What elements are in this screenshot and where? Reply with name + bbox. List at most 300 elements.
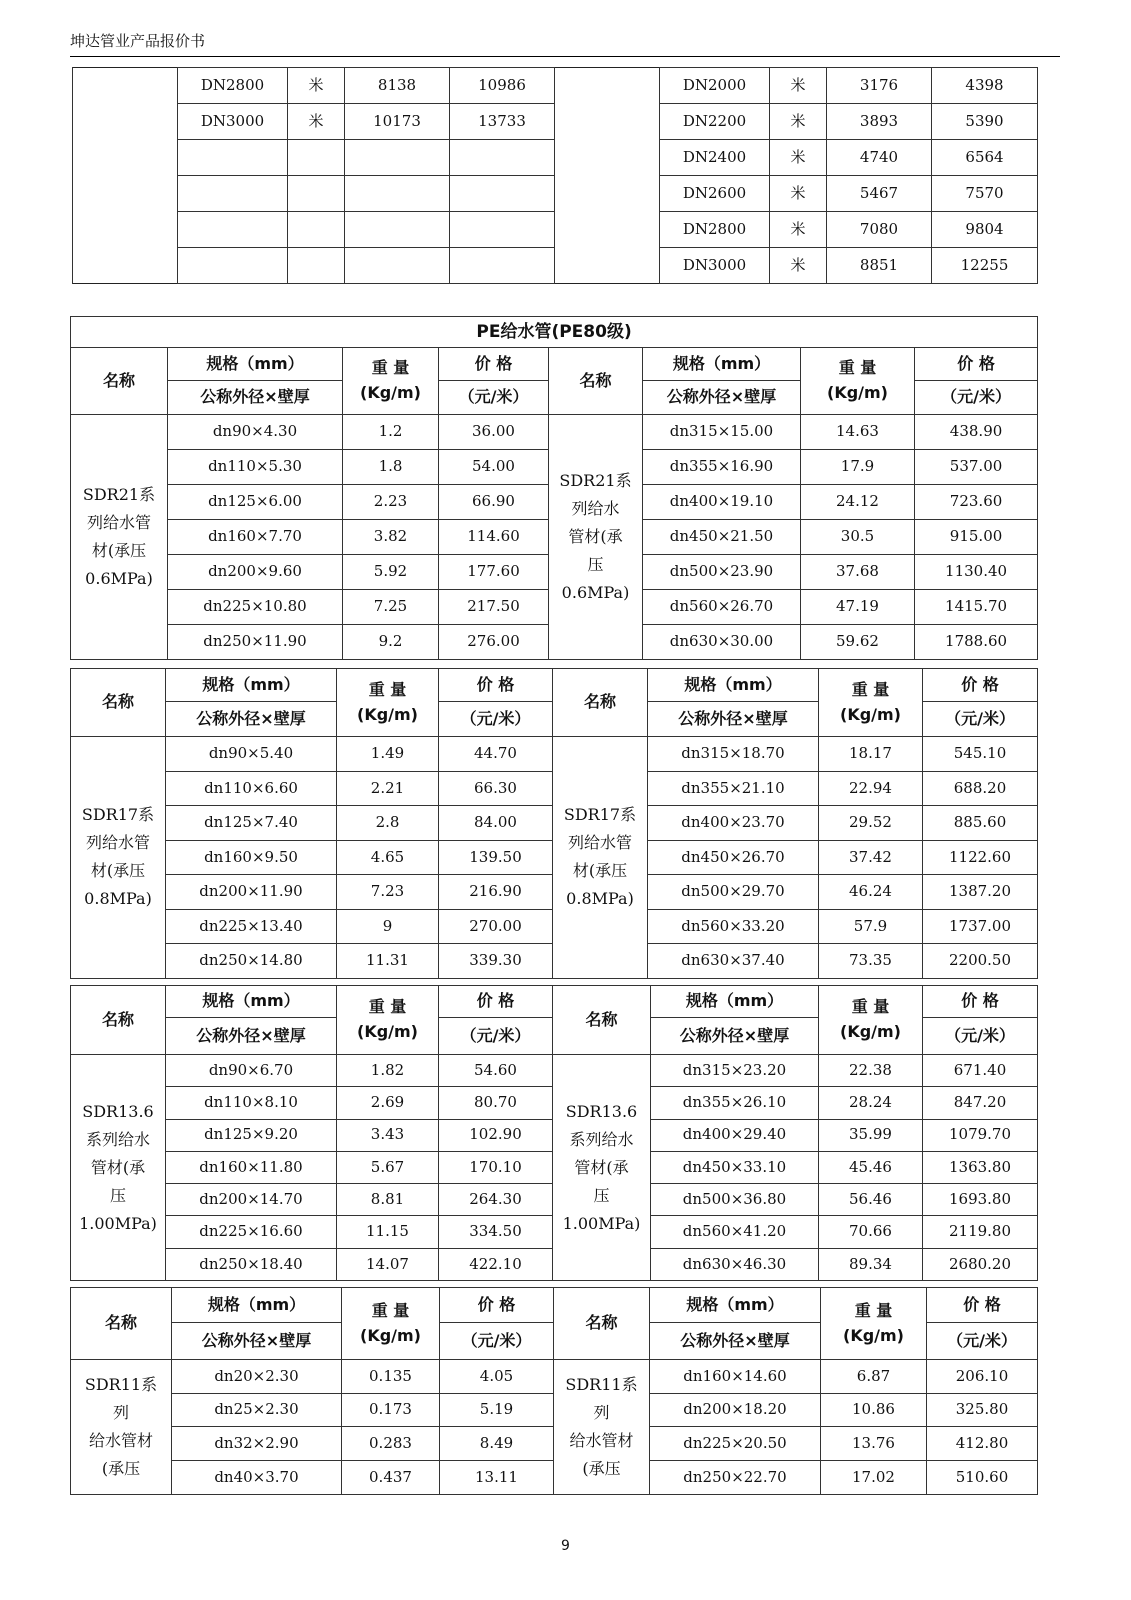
- weight-cell: 7.23: [337, 875, 439, 910]
- table-cell: [450, 140, 555, 176]
- price-cell: 537.00: [915, 450, 1038, 485]
- weight-cell: 56.46: [819, 1184, 923, 1216]
- table-cell: 10986: [450, 68, 555, 104]
- price-cell: 44.70: [439, 737, 553, 772]
- table-cell: 13733: [450, 104, 555, 140]
- weight-cell: 4.65: [337, 840, 439, 875]
- weight-cell: 1.2: [343, 415, 439, 450]
- blank-cell: [555, 212, 660, 248]
- header-price: 价 格: [439, 986, 553, 1018]
- header-spec-sub: 公称外径×壁厚: [166, 1018, 337, 1055]
- price-cell: 13.11: [440, 1461, 554, 1495]
- header-weight: [819, 986, 923, 1055]
- weight-cell: 9.2: [343, 625, 439, 660]
- header-spec: 规格（mm）: [168, 348, 343, 381]
- weight-cell: 2.8: [337, 806, 439, 841]
- category-label: SDR17系 列给水管 材(承压 0.8MPa): [553, 737, 648, 979]
- spec-cell: dn250×18.40: [166, 1248, 337, 1280]
- price-cell: 325.80: [927, 1393, 1038, 1427]
- table-row: [71, 1360, 1038, 1394]
- spec-cell: dn225×10.80: [168, 590, 343, 625]
- spec-cell: dn560×26.70: [643, 590, 801, 625]
- weight-cell: 46.24: [819, 875, 923, 910]
- price-cell: 114.60: [439, 520, 549, 555]
- header-name: 名称: [71, 669, 166, 737]
- table-cell: DN2400: [660, 140, 770, 176]
- spec-cell: dn125×9.20: [166, 1119, 337, 1151]
- price-cell: 1079.70: [923, 1119, 1038, 1151]
- header-price: 价 格: [439, 348, 549, 381]
- header-weight-label: 重 量: [368, 997, 407, 1017]
- column-header-row: [71, 669, 1038, 702]
- pe-sdr21-table: [70, 316, 1038, 660]
- page-number: 9: [561, 1538, 570, 1554]
- price-cell: 54.60: [439, 1055, 553, 1087]
- table-cell: 3893: [827, 104, 932, 140]
- blank-cell: [555, 176, 660, 212]
- price-cell: 885.60: [923, 806, 1038, 841]
- weight-cell: 17.9: [801, 450, 915, 485]
- header-spec-sub: 公称外径×壁厚: [166, 702, 337, 737]
- table-cell: 米: [770, 248, 827, 284]
- weight-cell: 3.82: [343, 520, 439, 555]
- table-cell: 米: [770, 104, 827, 140]
- weight-cell: 14.63: [801, 415, 915, 450]
- spec-cell: dn90×4.30: [168, 415, 343, 450]
- spec-cell: dn125×7.40: [166, 806, 337, 841]
- table-cell: 3176: [827, 68, 932, 104]
- header-price-unit: （元/米）: [439, 702, 553, 737]
- pe-sdr17-table: [70, 668, 1038, 979]
- spec-cell: dn160×9.50: [166, 840, 337, 875]
- header-weight-label: 重 量: [368, 679, 407, 699]
- price-cell: 84.00: [439, 806, 553, 841]
- spec-cell: dn355×21.10: [648, 771, 819, 806]
- blank-cell: [73, 248, 178, 284]
- header-price: 价 格: [440, 1288, 554, 1323]
- price-cell: 216.90: [439, 875, 553, 910]
- price-cell: 2680.20: [923, 1248, 1038, 1280]
- spec-cell: dn32×2.90: [172, 1427, 342, 1461]
- table-cell: DN2800: [178, 68, 288, 104]
- blank-cell: [73, 140, 178, 176]
- price-cell: 54.00: [439, 450, 549, 485]
- table-row: [73, 104, 1038, 140]
- header-spec: 规格（mm）: [166, 986, 337, 1018]
- header-weight: [821, 1288, 927, 1360]
- header-name: 名称: [553, 986, 651, 1055]
- category-label: SDR13.6 系列给水 管材(承 压 1.00MPa): [553, 1055, 651, 1281]
- table-cell: DN3000: [660, 248, 770, 284]
- price-cell: 847.20: [923, 1087, 1038, 1119]
- header-name: 名称: [554, 1288, 650, 1360]
- header-price: 价 格: [915, 348, 1038, 381]
- header-weight-label: 重 量: [854, 1300, 893, 1320]
- spec-cell: dn250×14.80: [166, 944, 337, 979]
- header-spec-sub: 公称外径×壁厚: [172, 1323, 342, 1360]
- blank-cell: [555, 248, 660, 284]
- weight-cell: 45.46: [819, 1151, 923, 1183]
- header-weight: [342, 1288, 440, 1360]
- weight-cell: 1.82: [337, 1055, 439, 1087]
- weight-cell: 9: [337, 909, 439, 944]
- header-spec-sub: 公称外径×壁厚: [648, 702, 819, 737]
- spec-cell: dn40×3.70: [172, 1461, 342, 1495]
- weight-cell: 37.42: [819, 840, 923, 875]
- blank-cell: [555, 104, 660, 140]
- spec-cell: dn630×46.30: [651, 1248, 819, 1280]
- weight-cell: 17.02: [821, 1461, 927, 1495]
- header-spec: 规格（mm）: [643, 348, 801, 381]
- spec-cell: dn500×36.80: [651, 1184, 819, 1216]
- table-cell: [178, 176, 288, 212]
- header-weight-unit: (Kg/m): [357, 1022, 418, 1041]
- table-cell: [288, 248, 345, 284]
- spec-cell: dn315×18.70: [648, 737, 819, 772]
- table-cell: 8138: [345, 68, 450, 104]
- weight-cell: 70.66: [819, 1216, 923, 1248]
- spec-cell: dn225×13.40: [166, 909, 337, 944]
- header-name: 名称: [549, 348, 643, 415]
- header-spec-sub: 公称外径×壁厚: [168, 381, 343, 415]
- price-cell: 1693.80: [923, 1184, 1038, 1216]
- price-cell: 723.60: [915, 485, 1038, 520]
- price-cell: 36.00: [439, 415, 549, 450]
- weight-cell: 13.76: [821, 1427, 927, 1461]
- weight-cell: 10.86: [821, 1393, 927, 1427]
- weight-cell: 8.81: [337, 1184, 439, 1216]
- spec-cell: dn250×22.70: [650, 1461, 821, 1495]
- blank-cell: [73, 68, 178, 104]
- header-weight-label: 重 量: [371, 1300, 410, 1320]
- header-weight: [819, 669, 923, 737]
- price-cell: 139.50: [439, 840, 553, 875]
- spec-cell: dn110×8.10: [166, 1087, 337, 1119]
- spec-cell: dn355×16.90: [643, 450, 801, 485]
- spec-cell: dn110×5.30: [168, 450, 343, 485]
- table-cell: 米: [770, 140, 827, 176]
- spec-cell: dn560×33.20: [648, 909, 819, 944]
- header-name: 名称: [553, 669, 648, 737]
- pe-sdr11-table: [70, 1287, 1038, 1495]
- table-cell: 7570: [932, 176, 1038, 212]
- price-cell: 412.80: [927, 1427, 1038, 1461]
- price-cell: 170.10: [439, 1151, 553, 1183]
- table-cell: 4740: [827, 140, 932, 176]
- weight-cell: 5.92: [343, 555, 439, 590]
- price-cell: 206.10: [927, 1360, 1038, 1394]
- weight-cell: 73.35: [819, 944, 923, 979]
- table-cell: 米: [770, 212, 827, 248]
- price-cell: 1122.60: [923, 840, 1038, 875]
- table-row: [71, 415, 1038, 450]
- weight-cell: 24.12: [801, 485, 915, 520]
- header-price-unit: （元/米）: [923, 702, 1038, 737]
- table-row: [73, 68, 1038, 104]
- weight-cell: 18.17: [819, 737, 923, 772]
- header-price-unit: （元/米）: [440, 1323, 554, 1360]
- table-cell: 米: [288, 104, 345, 140]
- price-cell: 1737.00: [923, 909, 1038, 944]
- price-cell: 1387.20: [923, 875, 1038, 910]
- header-price: 价 格: [927, 1288, 1038, 1323]
- header-price-unit: （元/米）: [439, 381, 549, 415]
- weight-cell: 2.23: [343, 485, 439, 520]
- weight-cell: 0.283: [342, 1427, 440, 1461]
- spec-cell: dn250×11.90: [168, 625, 343, 660]
- table-cell: DN2000: [660, 68, 770, 104]
- weight-cell: 57.9: [819, 909, 923, 944]
- header-spec: 规格（mm）: [172, 1288, 342, 1323]
- weight-cell: 28.24: [819, 1087, 923, 1119]
- table-cell: 米: [770, 68, 827, 104]
- weight-cell: 6.87: [821, 1360, 927, 1394]
- table-cell: 7080: [827, 212, 932, 248]
- table-cell: 6564: [932, 140, 1038, 176]
- category-label: SDR21系 列给水管 材(承压 0.6MPa): [71, 415, 168, 660]
- table-cell: [450, 212, 555, 248]
- price-cell: 66.30: [439, 771, 553, 806]
- spec-cell: dn630×30.00: [643, 625, 801, 660]
- table-cell: [345, 176, 450, 212]
- price-cell: 102.90: [439, 1119, 553, 1151]
- price-cell: 510.60: [927, 1461, 1038, 1495]
- weight-cell: 0.437: [342, 1461, 440, 1495]
- header-price-unit: （元/米）: [915, 381, 1038, 415]
- weight-cell: 37.68: [801, 555, 915, 590]
- price-cell: 671.40: [923, 1055, 1038, 1087]
- table-cell: 米: [288, 68, 345, 104]
- header-spec: 规格（mm）: [166, 669, 337, 702]
- weight-cell: 22.38: [819, 1055, 923, 1087]
- table-cell: 4398: [932, 68, 1038, 104]
- header-weight-unit: (Kg/m): [840, 704, 901, 724]
- spec-cell: dn500×29.70: [648, 875, 819, 910]
- header-name: 名称: [71, 1288, 172, 1360]
- blank-cell: [73, 176, 178, 212]
- table-cell: 9804: [932, 212, 1038, 248]
- header-weight: [337, 669, 439, 737]
- spec-cell: dn20×2.30: [172, 1360, 342, 1394]
- category-label: SDR21系 列给水 管材(承 压 0.6MPa): [549, 415, 643, 660]
- header-weight-unit: (Kg/m): [360, 1325, 421, 1345]
- spec-cell: dn400×29.40: [651, 1119, 819, 1151]
- header-price: 价 格: [923, 669, 1038, 702]
- spec-cell: dn160×11.80: [166, 1151, 337, 1183]
- price-cell: 80.70: [439, 1087, 553, 1119]
- table-cell: DN2600: [660, 176, 770, 212]
- weight-cell: 47.19: [801, 590, 915, 625]
- spec-cell: dn500×23.90: [643, 555, 801, 590]
- price-cell: 422.10: [439, 1248, 553, 1280]
- spec-cell: dn225×16.60: [166, 1216, 337, 1248]
- category-label: SDR13.6 系列给水 管材(承 压 1.00MPa): [71, 1055, 166, 1281]
- price-cell: 276.00: [439, 625, 549, 660]
- table-row: [73, 176, 1038, 212]
- price-cell: 2200.50: [923, 944, 1038, 979]
- weight-cell: 2.21: [337, 771, 439, 806]
- weight-cell: 29.52: [819, 806, 923, 841]
- header-weight-label: 重 量: [851, 997, 890, 1017]
- weight-cell: 11.15: [337, 1216, 439, 1248]
- table-cell: [288, 140, 345, 176]
- price-cell: 5.19: [440, 1393, 554, 1427]
- spec-cell: dn450×26.70: [648, 840, 819, 875]
- spec-cell: dn200×11.90: [166, 875, 337, 910]
- price-cell: 264.30: [439, 1184, 553, 1216]
- weight-cell: 14.07: [337, 1248, 439, 1280]
- spec-cell: dn315×23.20: [651, 1055, 819, 1087]
- spec-cell: dn400×19.10: [643, 485, 801, 520]
- weight-cell: 5.67: [337, 1151, 439, 1183]
- spec-cell: dn110×6.60: [166, 771, 337, 806]
- price-cell: 1130.40: [915, 555, 1038, 590]
- weight-cell: 35.99: [819, 1119, 923, 1151]
- table-cell: DN2800: [660, 212, 770, 248]
- spec-cell: dn400×23.70: [648, 806, 819, 841]
- price-cell: 1415.70: [915, 590, 1038, 625]
- spec-cell: dn315×15.00: [643, 415, 801, 450]
- header-weight-label: 重 量: [851, 679, 890, 699]
- table-cell: [178, 248, 288, 284]
- weight-cell: 89.34: [819, 1248, 923, 1280]
- spec-cell: dn160×14.60: [650, 1360, 821, 1394]
- spec-cell: dn90×6.70: [166, 1055, 337, 1087]
- spec-cell: dn25×2.30: [172, 1393, 342, 1427]
- table-cell: [345, 212, 450, 248]
- table-cell: [288, 176, 345, 212]
- spec-cell: dn560×41.20: [651, 1216, 819, 1248]
- header-price-unit: （元/米）: [923, 1018, 1038, 1055]
- category-label: SDR11系 列 给水管材 (承压: [554, 1360, 650, 1495]
- blank-cell: [73, 212, 178, 248]
- spec-cell: dn355×26.10: [651, 1087, 819, 1119]
- price-cell: 915.00: [915, 520, 1038, 555]
- table-row: [71, 1055, 1038, 1087]
- spec-cell: dn200×14.70: [166, 1184, 337, 1216]
- blank-cell: [555, 140, 660, 176]
- weight-cell: 3.43: [337, 1119, 439, 1151]
- header-spec: 规格（mm）: [651, 986, 819, 1018]
- header-weight: [801, 348, 915, 415]
- table-cell: [345, 248, 450, 284]
- weight-cell: 22.94: [819, 771, 923, 806]
- weight-cell: 0.135: [342, 1360, 440, 1394]
- header-name: 名称: [71, 986, 166, 1055]
- spec-cell: dn200×18.20: [650, 1393, 821, 1427]
- weight-cell: 2.69: [337, 1087, 439, 1119]
- price-cell: 4.05: [440, 1360, 554, 1394]
- table-cell: 10173: [345, 104, 450, 140]
- spec-cell: dn160×7.70: [168, 520, 343, 555]
- header-name: 名称: [71, 348, 168, 415]
- spec-cell: dn450×33.10: [651, 1151, 819, 1183]
- blank-cell: [555, 68, 660, 104]
- table-cell: [178, 212, 288, 248]
- weight-cell: 7.25: [343, 590, 439, 625]
- header-spec: 规格（mm）: [648, 669, 819, 702]
- weight-cell: 59.62: [801, 625, 915, 660]
- price-cell: 217.50: [439, 590, 549, 625]
- table-row: [73, 140, 1038, 176]
- price-cell: 8.49: [440, 1427, 554, 1461]
- spec-cell: dn630×37.40: [648, 944, 819, 979]
- column-header-row: [71, 1288, 1038, 1323]
- table-cell: 米: [770, 176, 827, 212]
- header-spec-sub: 公称外径×壁厚: [643, 381, 801, 415]
- top-price-table: [72, 67, 1038, 284]
- price-cell: 1363.80: [923, 1151, 1038, 1183]
- table-cell: [450, 176, 555, 212]
- table-cell: DN2200: [660, 104, 770, 140]
- header-spec-sub: 公称外径×壁厚: [651, 1018, 819, 1055]
- blank-cell: [73, 104, 178, 140]
- price-cell: 438.90: [915, 415, 1038, 450]
- header-weight-unit: (Kg/m): [843, 1325, 904, 1345]
- table-row: [73, 248, 1038, 284]
- price-cell: 1788.60: [915, 625, 1038, 660]
- table-cell: DN3000: [178, 104, 288, 140]
- header-price: 价 格: [923, 986, 1038, 1018]
- price-cell: 334.50: [439, 1216, 553, 1248]
- price-cell: 339.30: [439, 944, 553, 979]
- spec-cell: dn125×6.00: [168, 485, 343, 520]
- price-cell: 66.90: [439, 485, 549, 520]
- document-header-title: 坤达管业产品报价书: [70, 32, 206, 50]
- header-spec-sub: 公称外径×壁厚: [650, 1323, 821, 1360]
- header-weight-unit: (Kg/m): [360, 383, 421, 402]
- header-weight-label: 重 量: [838, 358, 877, 378]
- table-cell: [288, 212, 345, 248]
- spec-cell: dn450×21.50: [643, 520, 801, 555]
- header-price: 价 格: [439, 669, 553, 702]
- header-weight-unit: (Kg/m): [840, 1022, 901, 1041]
- weight-cell: 30.5: [801, 520, 915, 555]
- spec-cell: dn200×9.60: [168, 555, 343, 590]
- price-cell: 688.20: [923, 771, 1038, 806]
- header-weight-label: 重 量: [371, 358, 410, 378]
- header-spec: 规格（mm）: [650, 1288, 821, 1323]
- header-weight: [343, 348, 439, 415]
- table-cell: 5467: [827, 176, 932, 212]
- spec-cell: dn90×5.40: [166, 737, 337, 772]
- weight-cell: 1.8: [343, 450, 439, 485]
- header-weight-unit: (Kg/m): [357, 704, 418, 724]
- column-header-row: [71, 986, 1038, 1018]
- table-row: [71, 737, 1038, 772]
- weight-cell: 0.173: [342, 1393, 440, 1427]
- weight-cell: 11.31: [337, 944, 439, 979]
- price-cell: 177.60: [439, 555, 549, 590]
- header-weight-unit: (Kg/m): [827, 383, 888, 402]
- category-label: SDR11系 列 给水管材 (承压: [71, 1360, 172, 1495]
- price-cell: 2119.80: [923, 1216, 1038, 1248]
- table-cell: 12255: [932, 248, 1038, 284]
- table-cell: 5390: [932, 104, 1038, 140]
- column-header-row: [71, 348, 1038, 381]
- pe-sdr13-6-table: [70, 985, 1038, 1281]
- table-cell: 8851: [827, 248, 932, 284]
- price-cell: 545.10: [923, 737, 1038, 772]
- header-price-unit: （元/米）: [927, 1323, 1038, 1360]
- header-price-unit: （元/米）: [439, 1018, 553, 1055]
- table-cell: [345, 140, 450, 176]
- table-row: [73, 212, 1038, 248]
- spec-cell: dn225×20.50: [650, 1427, 821, 1461]
- pe-table-title: PE给水管(PE80级): [71, 317, 1038, 348]
- category-label: SDR17系 列给水管 材(承压 0.8MPa): [71, 737, 166, 979]
- price-cell: 270.00: [439, 909, 553, 944]
